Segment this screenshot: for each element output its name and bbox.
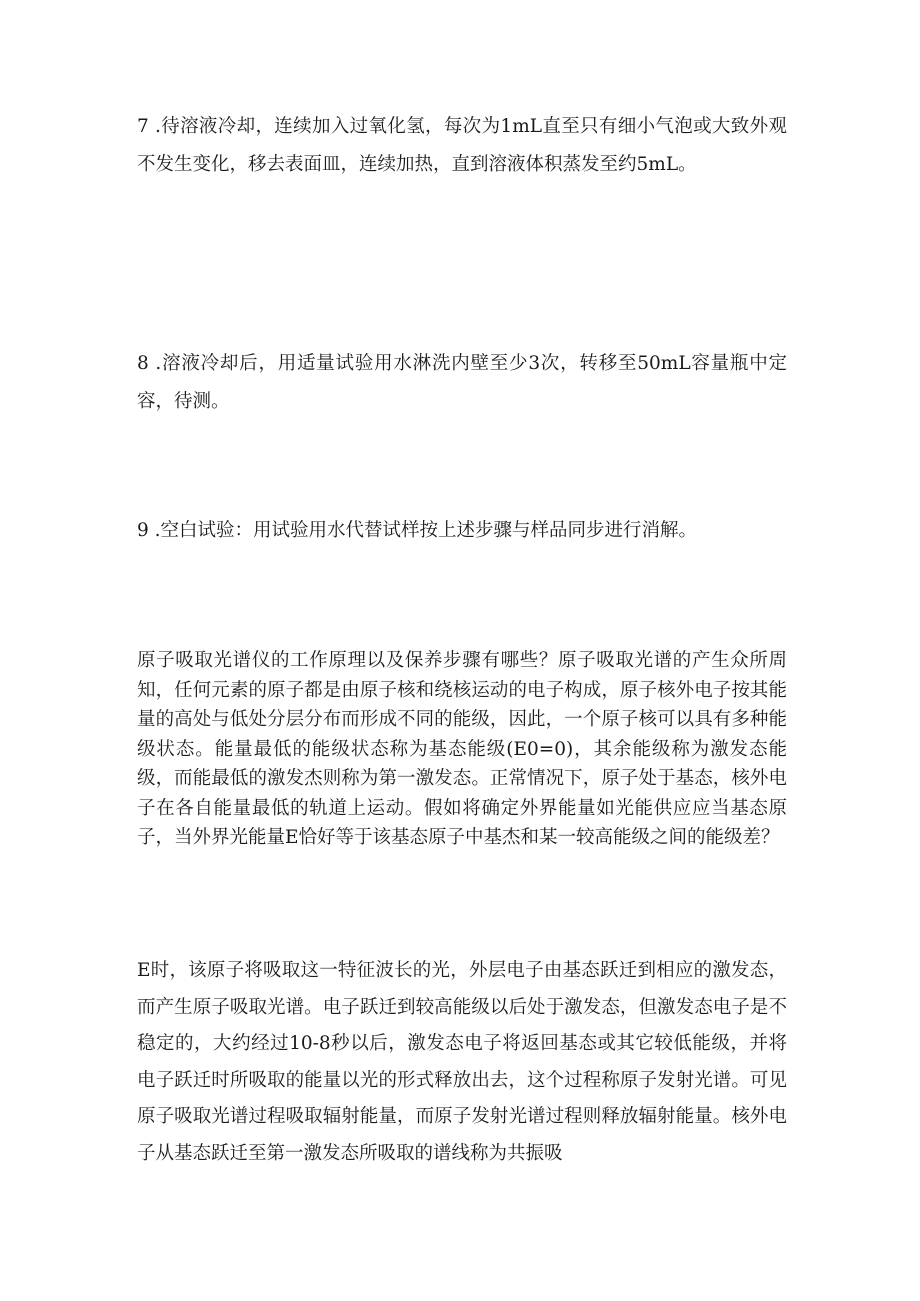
step-7-text: 7 .待溶液冷却，连续加入过氧化氢，每次为1mL直至只有细小气泡或大致外观不发生变化，移去表面皿，连续加热，直到溶液体积蒸发至约5mL。 xyxy=(137,116,787,175)
continuation-text: E时，该原子将吸取这一特征波长的光，外层电子由基态跃迁到相应的激发态，而产生原子吸取光谱。电子跃迁到较高能级以后处于激发态，但激发态电子是不稳定的，大约经过10-8秒以后，激发态电子将返回基态或其它较低能级，并将电子跃迁时所吸取的能量以光的形式释放出去，这个过程称原子发射光谱。可见原子吸取光谱过程吸取辐射能量，而原子发射光谱过程则释放辐射能量。核外电子从基态跃迁至第一激发态所吸取的谱线称为共振吸 xyxy=(137,960,787,1164)
intro-text: 原子吸取光谱仪的工作原理以及保养步骤有哪些？原子吸取光谱的产生众所周知，任何元素的原子都是由原子核和绕核运动的电子构成，原子核外电子按其能量的高处与低处分层分布而形成不同的能级，因此，一个原子核可以具有多种能级状态。能量最低的能级状态称为基态能级(E0=0)，其余能级称为激发态能级，而能最低的激发杰则称为第一激发态。正常情况下，原子处于基态，核外电子在各自能量最低的轨道上运动。假如将确定外界能量如光能供应应当基态原子，当外界光能量E恰好等于该基态原子中基杰和某一较高能级之间的能级差？ xyxy=(137,650,787,848)
intro-paragraph xyxy=(137,646,787,853)
step-8-paragraph xyxy=(137,345,787,421)
step-9-text: 9 .空白试验：用试验用水代替试样按上述步骤与样品同步进行消解。 xyxy=(137,520,698,541)
step-9-paragraph xyxy=(137,516,787,546)
step-8-text: 8 .溶液冷却后，用适量试验用水淋洗内壁至少3次，转移至50mL容量瓶中定容，待测。 xyxy=(137,353,787,412)
step-7-paragraph xyxy=(137,108,787,184)
continuation-paragraph xyxy=(137,953,787,1172)
